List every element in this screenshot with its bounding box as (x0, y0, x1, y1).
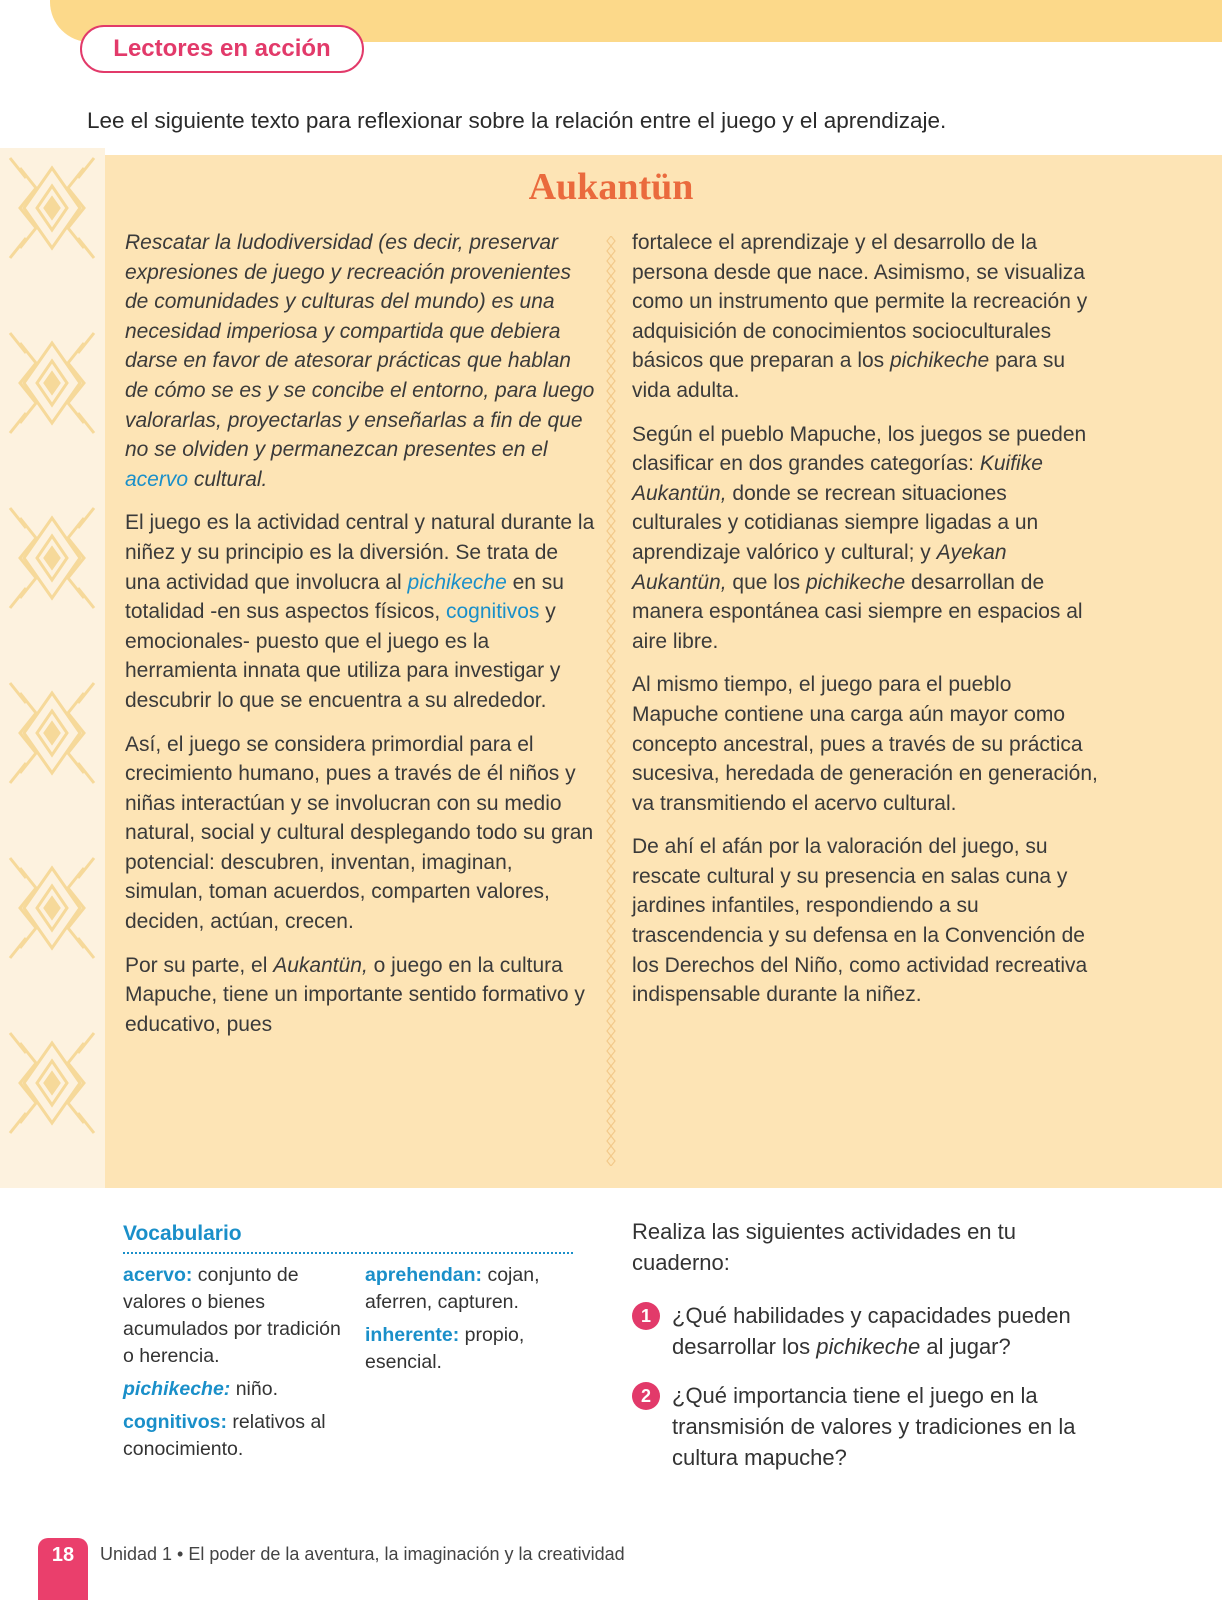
reading-column-right (632, 228, 1102, 1024)
paragraph: Al mismo tiempo, el juego para el pueblo Mapuche contiene una carga aún mayor como concepto ancestral, pues a través de su práctica sucesiva, heredada de generación en generación, va transmitiendo el acervo cultural. (632, 673, 1098, 815)
paragraph: De ahí el afán por la valoración del juego, su rescate cultural y su presencia en salas cuna y jardines infantiles, respondiendo a su trascendencia y su defensa en la Convención de los Derechos del Niño, como actividad recreativa indispensable durante la niñez. (632, 835, 1088, 1007)
activities-section (632, 1216, 1102, 1491)
paragraph: Por su parte, el Aukantün, o juego en la cultura Mapuche, tiene un importante sentido formativo y educativo, pues (125, 953, 585, 1036)
paragraph: Así, el juego se considera primordial para el crecimiento humano, pues a través de él niños y niñas interactúan y se involucran con su medio natural, social y cultural desplegando todo su gran potencial: descubren, inventan, imaginan, simulan, toman acuerdos, comparten valores, deciden, actúan, crecen. (125, 732, 594, 934)
vocabulary-divider (123, 1252, 573, 1254)
question-number-badge: 2 (632, 1382, 660, 1410)
vocab-entry: aprehendan: cojan, aferren, capturen. (365, 1264, 540, 1313)
section-label: Lectores en acción (80, 25, 364, 73)
column-divider (606, 236, 616, 1166)
footer-unit-title: Unidad 1 • El poder de la aventura, la imaginación y la creatividad (100, 1544, 625, 1564)
question-2: 2 ¿Qué importancia tiene el juego en la transmisión de valores y tradiciones en la cultura mapuche? (632, 1380, 1102, 1473)
page-number: 18 (38, 1538, 88, 1600)
vocab-link-cognitivos[interactable]: cognitivos (446, 600, 540, 624)
vocabulary-column-left (123, 1262, 348, 1469)
vocab-entry: acervo: conjunto de valores o bienes acumulados por tradición o herencia. (123, 1264, 341, 1367)
vocab-link-pichikeche[interactable]: pichikeche (407, 570, 507, 594)
mapuche-pattern-strip (0, 148, 105, 1188)
paragraph: Según el pueblo Mapuche, los juegos se pueden clasificar en dos grandes categorías: Kuifike Aukantün, donde se recrean situaciones culturales y cotidianas siempre ligadas a un aprendizaje valórico y cultural; y Ayekan Aukantün, que los pichikeche desarrollan de manera espontánea casi siempre en espacios al aire libre. (632, 422, 1087, 653)
vocab-link-acervo[interactable]: acervo (125, 467, 189, 491)
vocab-entry: cognitivos: relativos al conocimiento. (123, 1411, 326, 1460)
question-number-badge: 1 (632, 1302, 660, 1330)
paragraph: Rescatar la ludodiversidad (es decir, preservar expresiones de juego y recreación provenientes de comunidades y culturas del mundo) es una necesidad imperiosa y compartida que debiera darse en favor de atesorar prácticas que hablan de cómo se es y se concibe el entorno, para luego valorarlas, proyectarlas y enseñarlas a fin de que no se olviden y permanezcan presentes en el acervo cultural. (125, 231, 595, 491)
paragraph: fortalece el aprendizaje y el desarrollo de la persona desde que nace. Asimismo, se visualiza como un instrumento que permite la recreación y adquisición de conocimientos socioculturales básicos que preparan a los pichikeche para su vida adulta. (632, 231, 1088, 402)
question-1: 1 ¿Qué habilidades y capacidades pueden desarrollar los pichikeche al jugar? (632, 1300, 1102, 1362)
activities-lead: Realiza las siguientes actividades en tu cuaderno: (632, 1219, 1017, 1275)
reading-column-left (125, 228, 595, 1053)
intro-text: Lee el siguiente texto para reflexionar sobre la relación entre el juego y el aprendizaje. (87, 108, 947, 133)
mapuche-pattern-icon (0, 148, 105, 1188)
reading-title: Aukantün (528, 166, 694, 208)
vocabulary-column-right (365, 1262, 580, 1382)
paragraph: El juego es la actividad central y natural durante la niñez y su principio es la diversión. Se trata de una actividad que involucra al pichikeche en su totalidad -en sus aspectos físicos, cognitivos y emocionales- puesto que el juego es la herramienta innata que utiliza para investigar y descubrir lo que se encuentra a su alrededor. (125, 511, 595, 712)
vocabulary-title: Vocabulario (123, 1222, 242, 1245)
vocab-entry: inherente: propio, esencial. (365, 1324, 525, 1373)
vocab-entry: pichikeche: niño. (123, 1378, 278, 1400)
